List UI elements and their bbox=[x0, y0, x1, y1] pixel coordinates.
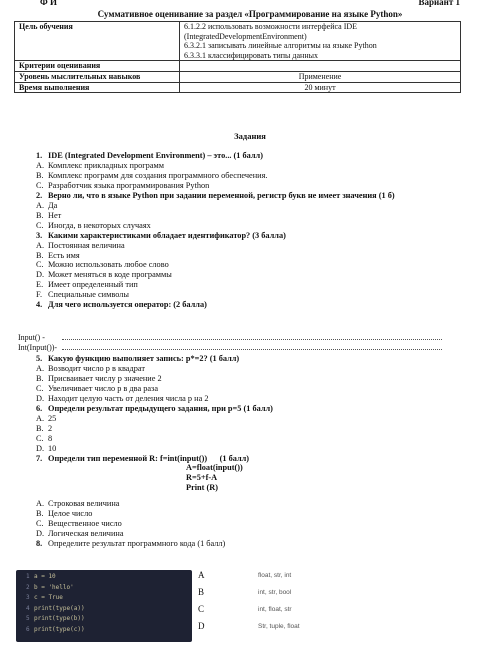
goal-line: 6.1.2.2 использовать возможности интерфейса IDE bbox=[184, 22, 358, 31]
option: B. Комплекс программ для создания программного обеспечения. bbox=[36, 170, 268, 180]
option: A. Строковая величина bbox=[36, 499, 120, 509]
input-operator-label: Input() - bbox=[18, 333, 45, 342]
answer-letter: B bbox=[198, 587, 205, 597]
student-name-label: Ф И bbox=[40, 0, 57, 7]
code-line: 3 c = True bbox=[26, 594, 63, 601]
option: A. Постоянная величина bbox=[36, 240, 125, 250]
code-line: 1 a = 10 bbox=[26, 573, 56, 580]
code-line: A=float(input()) bbox=[186, 463, 243, 473]
question-8: 8. Определите результат программного кода (1 балл) bbox=[36, 539, 226, 549]
option: C. Вещественное число bbox=[36, 519, 122, 529]
table-row bbox=[15, 61, 461, 72]
option: B. Есть имя bbox=[36, 250, 80, 260]
code-line: 5 print(type(b)) bbox=[26, 615, 85, 622]
table-row bbox=[15, 82, 461, 93]
code-line: R=5+f-A bbox=[186, 473, 218, 483]
answer-text: Str, tuple, float bbox=[258, 623, 300, 630]
time-label: Время выполнения bbox=[15, 82, 180, 93]
level-label: Уровень мыслительных навыков bbox=[15, 71, 180, 82]
answer-text: int, float, str bbox=[258, 606, 292, 613]
question-1: 1. IDE (Integrated Development Environment) – это... (1 балл) bbox=[36, 151, 263, 160]
table-row bbox=[15, 22, 461, 61]
question-5: 5. Какую функцию выполняет запись: p*=2? (1 балл) bbox=[36, 354, 240, 363]
option: A. Комплекс прикладных программ bbox=[36, 160, 165, 170]
option: D. Находит целую часть от деления числа p на 2 bbox=[36, 393, 209, 403]
code-line: 4 print(type(a)) bbox=[26, 604, 85, 612]
option: B. Целое число bbox=[36, 509, 93, 519]
goal-line: 6.3.2.1 записывать линейные алгоритмы на языке Python bbox=[184, 41, 377, 51]
option: D. 10 bbox=[36, 443, 57, 453]
goal-line: 6.3.3.1 классифицировать типы данных bbox=[184, 50, 318, 60]
option: C. Разработчик языка программирования Python bbox=[36, 180, 210, 190]
answer-text: float, str, int bbox=[258, 572, 292, 579]
option: A. 25 bbox=[36, 413, 57, 423]
variant-label: Вариант 1 bbox=[418, 0, 460, 7]
option: D. Может меняться в коде программы bbox=[36, 270, 172, 280]
criteria-label: Критерии оценивания bbox=[15, 61, 180, 72]
option: D. Логическая величина bbox=[36, 529, 124, 539]
tasks-heading: Задания bbox=[234, 131, 266, 141]
option: C. Можно использовать любое слово bbox=[36, 260, 169, 270]
question-7: 7. Определи тип переменной R: f=int(input()) (1 балл) bbox=[36, 453, 250, 463]
questions bbox=[36, 151, 486, 310]
answer-letter: C bbox=[198, 604, 205, 614]
code-line: 6 print(type(c)) bbox=[26, 625, 85, 633]
option: F. Специальные символы bbox=[36, 290, 129, 300]
criteria-cell bbox=[180, 61, 461, 72]
question-6: 6. Определи результат предыдущего задания, при p=5 (1 балл) bbox=[36, 403, 273, 413]
option: E. Имеет определенный тип bbox=[36, 280, 138, 290]
option: C. Увеличивает число p в два раза bbox=[36, 383, 159, 393]
option: A. Возводит число p в квадрат bbox=[36, 363, 145, 373]
question-2: 2. Верно ли, что в языке Python при задании переменной, регистр букв не имеет значения (1 б) bbox=[36, 190, 395, 200]
option: B. Нет bbox=[36, 210, 62, 220]
goal-line: (IntegratedDevelopmentEnvironment) bbox=[184, 31, 307, 41]
goal-label: Цель обучения bbox=[15, 22, 180, 61]
page-title: Суммативное оценивание за раздел «Программирование на языке Python» bbox=[97, 9, 403, 19]
option: A. Да bbox=[36, 200, 58, 210]
info-table bbox=[14, 21, 461, 93]
option: B. Присваивает числу p значение 2 bbox=[36, 373, 162, 383]
level-value: Применение bbox=[180, 71, 461, 82]
table-row bbox=[15, 71, 461, 82]
answer-line-int-input[interactable] bbox=[18, 343, 442, 353]
goal-cell bbox=[180, 22, 461, 61]
answer-letter: D bbox=[198, 621, 205, 631]
option: C. Иногда, в некоторых случаях bbox=[36, 220, 151, 230]
option: C. 8 bbox=[36, 433, 53, 443]
code-line: 2 b = 'hello' bbox=[26, 583, 74, 591]
code-line: Print (R) bbox=[186, 483, 219, 493]
answer-line-input[interactable] bbox=[18, 333, 442, 343]
code-snippet bbox=[16, 570, 192, 642]
option: B. 2 bbox=[36, 423, 53, 433]
question-3: 3. Какими характеристиками обладает идентификатор? (3 балла) bbox=[36, 230, 286, 240]
int-input-operator-label: Int(Input())- bbox=[18, 343, 58, 352]
question-4: 4. Для чего используется оператор: (2 балла) bbox=[36, 300, 207, 310]
time-value: 20 минут bbox=[180, 82, 461, 93]
header-line bbox=[40, 0, 460, 9]
answer-text: int, str, bool bbox=[258, 589, 292, 596]
answer-letter: A bbox=[198, 570, 205, 580]
questions-cont bbox=[36, 354, 486, 549]
